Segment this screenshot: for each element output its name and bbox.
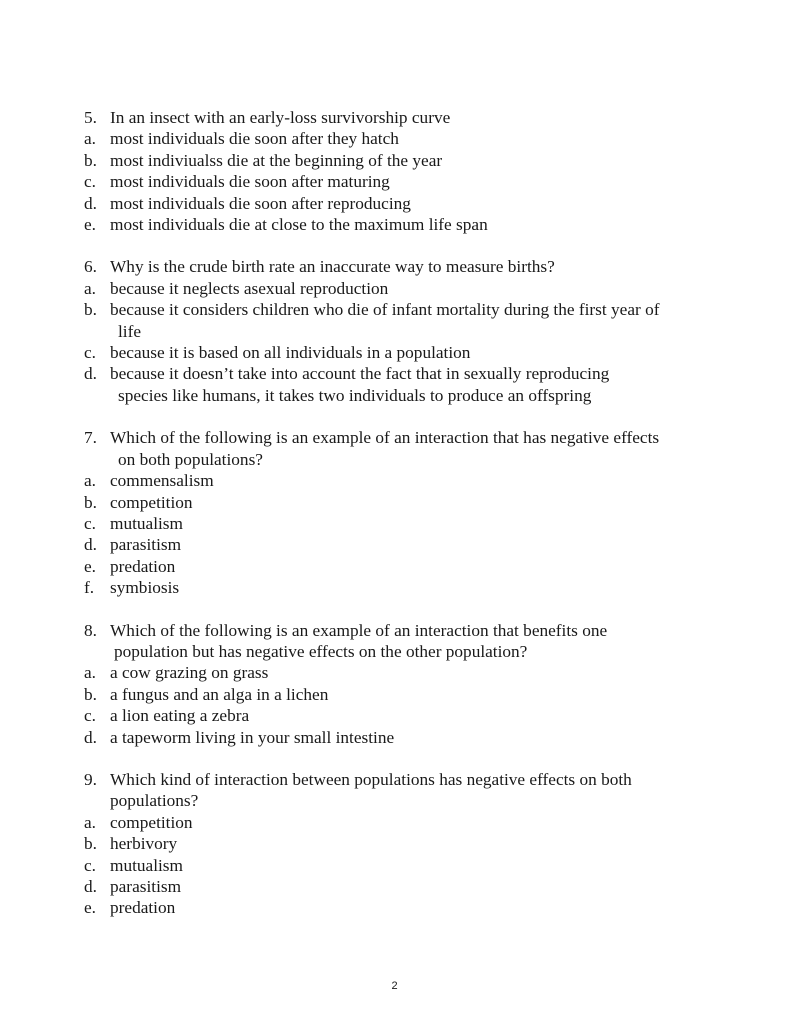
worksheet-page [0, 107, 789, 940]
answer-option [0, 812, 789, 833]
question-5 [0, 107, 789, 235]
option-letter: e. [84, 215, 96, 235]
option-text: a cow grazing on grass [110, 663, 269, 683]
option-text-continued: species like humans, it takes two individuals to produce an offspring [118, 385, 592, 405]
option-text: symbiosis [110, 578, 180, 598]
answer-option [0, 214, 789, 235]
option-letter: b. [84, 492, 97, 512]
option-text: competition [110, 812, 193, 832]
question-text: Which of the following is an example of an interaction that benefits one [110, 620, 608, 640]
answer-option [0, 492, 789, 513]
option-text: predation [110, 898, 176, 918]
answer-option [0, 727, 789, 748]
answer-option [0, 577, 789, 598]
option-text: commensalism [110, 471, 214, 491]
option-letter: a. [84, 663, 96, 683]
option-text: most individuals die soon after they hatch [110, 129, 399, 149]
question-7 [0, 427, 789, 598]
option-letter: d. [84, 193, 97, 213]
question-text-continued: populations? [110, 791, 199, 811]
question-text: Why is the crude birth rate an inaccurate way to measure births? [110, 257, 555, 277]
option-letter: a. [84, 471, 96, 491]
option-letter: c. [84, 706, 96, 726]
page-number: 2 [391, 980, 398, 992]
question-9 [0, 769, 789, 919]
option-text: most individuals die soon after reproducing [110, 193, 411, 213]
option-text: most individuals die soon after maturing [110, 172, 390, 192]
option-letter: f. [84, 578, 95, 598]
option-letter: c. [84, 513, 96, 533]
answer-option [0, 705, 789, 726]
option-text: competition [110, 492, 193, 512]
answer-option [0, 342, 789, 363]
answer-option [0, 171, 789, 192]
question-stem [0, 107, 789, 128]
option-text-continued: life [118, 321, 142, 341]
option-text: herbivory [110, 834, 178, 854]
question-number: 9. [84, 769, 97, 789]
question-number: 6. [84, 257, 97, 277]
question-number: 7. [84, 428, 97, 448]
option-letter: a. [84, 129, 96, 149]
option-text: because it is based on all individuals in a population [110, 343, 471, 363]
answer-option [0, 363, 789, 384]
option-letter: c. [84, 172, 96, 192]
option-text: parasitism [110, 877, 182, 896]
option-letter: c. [84, 343, 96, 363]
answer-option [0, 193, 789, 214]
question-text-continued: on both populations? [118, 449, 263, 469]
option-text: mutualism [110, 513, 183, 533]
answer-option [0, 662, 789, 683]
option-letter: b. [84, 834, 97, 854]
option-text: most indiviualss die at the beginning of the year [110, 150, 443, 170]
option-text: because it considers children who die of infant mortality during the first year of [110, 300, 660, 320]
question-text: Which of the following is an example of an interaction that has negative effects [110, 428, 660, 448]
option-text: a tapeworm living in your small intestine [110, 727, 395, 747]
question-8 [0, 620, 789, 748]
question-text-continued: population but has negative effects on the other population? [114, 641, 528, 661]
option-text: a lion eating a zebra [110, 706, 250, 726]
option-text: most individuals die at close to the maximum life span [110, 215, 488, 235]
answer-option [0, 513, 789, 534]
option-text: predation [110, 556, 176, 576]
option-text: mutualism [110, 855, 183, 875]
answer-option [0, 855, 789, 876]
option-letter: a. [84, 812, 96, 832]
option-letter: b. [84, 300, 97, 320]
answer-option [0, 128, 789, 149]
option-text: parasitism [110, 535, 182, 555]
question-stem [0, 769, 789, 790]
option-letter: b. [84, 150, 97, 170]
option-text: because it neglects asexual reproduction [110, 278, 389, 298]
question-6 [0, 256, 789, 406]
answer-option [0, 299, 789, 320]
answer-option [0, 556, 789, 577]
question-stem [0, 256, 789, 277]
answer-option [0, 684, 789, 705]
answer-option [0, 897, 789, 918]
option-letter: a. [84, 278, 96, 298]
answer-option [0, 470, 789, 491]
answer-option [0, 833, 789, 854]
option-letter: d. [84, 364, 97, 384]
option-letter: e. [84, 556, 96, 576]
option-letter: d. [84, 877, 97, 896]
question-stem [0, 620, 789, 641]
answer-option [0, 876, 789, 897]
question-number: 5. [84, 108, 97, 127]
answer-option [0, 150, 789, 171]
answer-option [0, 278, 789, 299]
option-letter: d. [84, 727, 97, 747]
option-text: a fungus and an alga in a lichen [110, 684, 329, 704]
answer-option [0, 534, 789, 555]
question-number: 8. [84, 620, 97, 640]
question-text: In an insect with an early-loss survivorship curve [110, 108, 451, 127]
question-stem [0, 427, 789, 448]
option-letter: c. [84, 855, 96, 875]
question-text: Which kind of interaction between populations has negative effects on both [110, 769, 632, 789]
option-text: because it doesn’t take into account the fact that in sexually reproducing [110, 364, 610, 384]
option-letter: b. [84, 684, 97, 704]
option-letter: e. [84, 898, 96, 918]
option-letter: d. [84, 535, 97, 555]
